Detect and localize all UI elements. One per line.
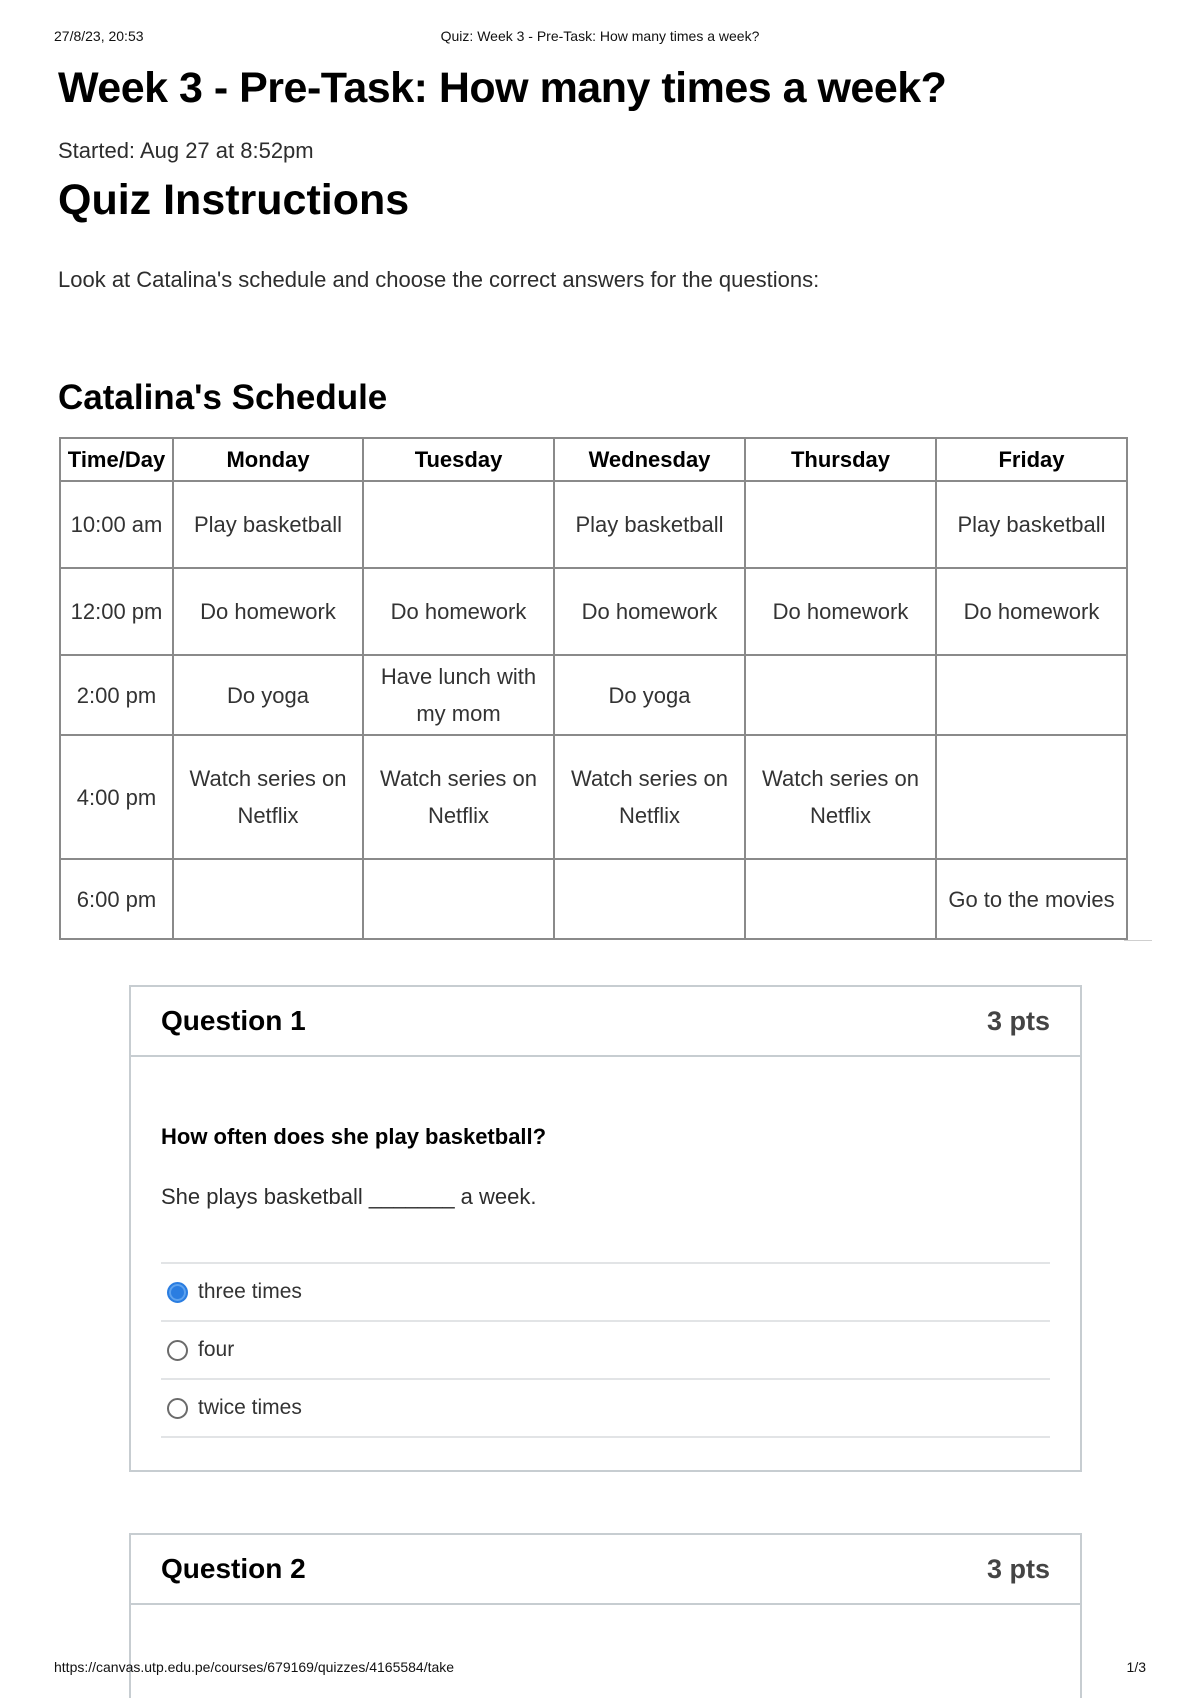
schedule-cell: Do yoga bbox=[173, 655, 363, 735]
schedule-cell: Have lunch with my mom bbox=[363, 655, 554, 735]
schedule-cell bbox=[745, 655, 936, 735]
divider bbox=[1124, 940, 1152, 941]
question-points: 3 pts bbox=[986, 1553, 1050, 1584]
schedule-cell: Do homework bbox=[745, 568, 936, 655]
question-body bbox=[131, 1124, 1080, 1438]
schedule-title: Catalina's Schedule bbox=[58, 378, 388, 417]
schedule-cell bbox=[745, 481, 936, 568]
schedule-header-cell: Time/Day bbox=[60, 438, 173, 481]
answer-label[interactable]: twice times bbox=[198, 1396, 302, 1419]
schedule-cell: Do yoga bbox=[554, 655, 745, 735]
schedule-row bbox=[60, 735, 1127, 859]
answer-option-three-times[interactable] bbox=[161, 1264, 1050, 1322]
print-header bbox=[54, 28, 1146, 48]
schedule-cell: Do homework bbox=[363, 568, 554, 655]
schedule-cell bbox=[363, 481, 554, 568]
schedule-cell: Watch series on Netflix bbox=[363, 735, 554, 859]
answer-option-twice-times[interactable] bbox=[161, 1380, 1050, 1438]
schedule-cell bbox=[745, 859, 936, 939]
schedule-cell bbox=[554, 859, 745, 939]
radio-unselected-icon[interactable] bbox=[167, 1340, 188, 1361]
question-prompt: How often does she play basketball? bbox=[161, 1124, 547, 1149]
question-title: Question 2 bbox=[161, 1553, 306, 1584]
schedule-header-cell: Friday bbox=[936, 438, 1127, 481]
schedule-cell: Do homework bbox=[173, 568, 363, 655]
schedule-cell: Watch series on Netflix bbox=[745, 735, 936, 859]
answer-label[interactable]: three times bbox=[198, 1280, 302, 1303]
page-number: 1/3 bbox=[1126, 1659, 1146, 1675]
radio-selected-icon[interactable] bbox=[167, 1282, 188, 1303]
instructions-text: Look at Catalina's schedule and choose the correct answers for the questions: bbox=[58, 267, 820, 292]
instructions-heading: Quiz Instructions bbox=[58, 176, 410, 224]
schedule-cell bbox=[936, 735, 1127, 859]
schedule-cell: Go to the movies bbox=[936, 859, 1127, 939]
schedule-time-cell: 10:00 am bbox=[60, 481, 173, 568]
radio-unselected-icon[interactable] bbox=[167, 1398, 188, 1419]
schedule-header-cell: Monday bbox=[173, 438, 363, 481]
schedule-cell: Play basketball bbox=[173, 481, 363, 568]
question-title: Question 1 bbox=[161, 1005, 306, 1036]
schedule-cell: Watch series on Netflix bbox=[173, 735, 363, 859]
print-url: https://canvas.utp.edu.pe/courses/679169/quizzes/4165584/take bbox=[54, 1659, 455, 1675]
schedule-table bbox=[59, 437, 1128, 940]
print-doc-title: Quiz: Week 3 - Pre-Task: How many times a week? bbox=[440, 28, 760, 44]
schedule-row bbox=[60, 859, 1127, 939]
schedule-header-cell: Wednesday bbox=[554, 438, 745, 481]
schedule-header-cell: Thursday bbox=[745, 438, 936, 481]
page-title: Week 3 - Pre-Task: How many times a week? bbox=[58, 64, 947, 112]
schedule-time-cell: 2:00 pm bbox=[60, 655, 173, 735]
print-footer bbox=[54, 1659, 1146, 1679]
schedule-cell: Play basketball bbox=[554, 481, 745, 568]
schedule-row bbox=[60, 568, 1127, 655]
question-1-card bbox=[129, 985, 1082, 1472]
schedule-cell bbox=[936, 655, 1127, 735]
schedule-cell: Watch series on Netflix bbox=[554, 735, 745, 859]
schedule-time-cell: 4:00 pm bbox=[60, 735, 173, 859]
question-stem: She plays basketball _______ a week. bbox=[161, 1184, 537, 1209]
schedule-cell: Play basketball bbox=[936, 481, 1127, 568]
schedule-time-cell: 12:00 pm bbox=[60, 568, 173, 655]
answer-option-four[interactable] bbox=[161, 1322, 1050, 1380]
schedule-header-cell: Tuesday bbox=[363, 438, 554, 481]
schedule-cell bbox=[363, 859, 554, 939]
schedule-cell: Do homework bbox=[554, 568, 745, 655]
print-date: 27/8/23, 20:53 bbox=[54, 28, 144, 44]
schedule-time-cell: 6:00 pm bbox=[60, 859, 173, 939]
question-header bbox=[131, 987, 1080, 1057]
schedule-row bbox=[60, 655, 1127, 735]
schedule-row bbox=[60, 481, 1127, 568]
question-header bbox=[131, 1535, 1080, 1605]
schedule-header-row bbox=[60, 438, 1127, 481]
started-timestamp: Started: Aug 27 at 8:52pm bbox=[58, 138, 314, 163]
schedule-cell: Do homework bbox=[936, 568, 1127, 655]
answer-label[interactable]: four bbox=[198, 1338, 235, 1361]
question-points: 3 pts bbox=[986, 1005, 1050, 1036]
schedule-cell bbox=[173, 859, 363, 939]
answer-list bbox=[161, 1262, 1050, 1438]
